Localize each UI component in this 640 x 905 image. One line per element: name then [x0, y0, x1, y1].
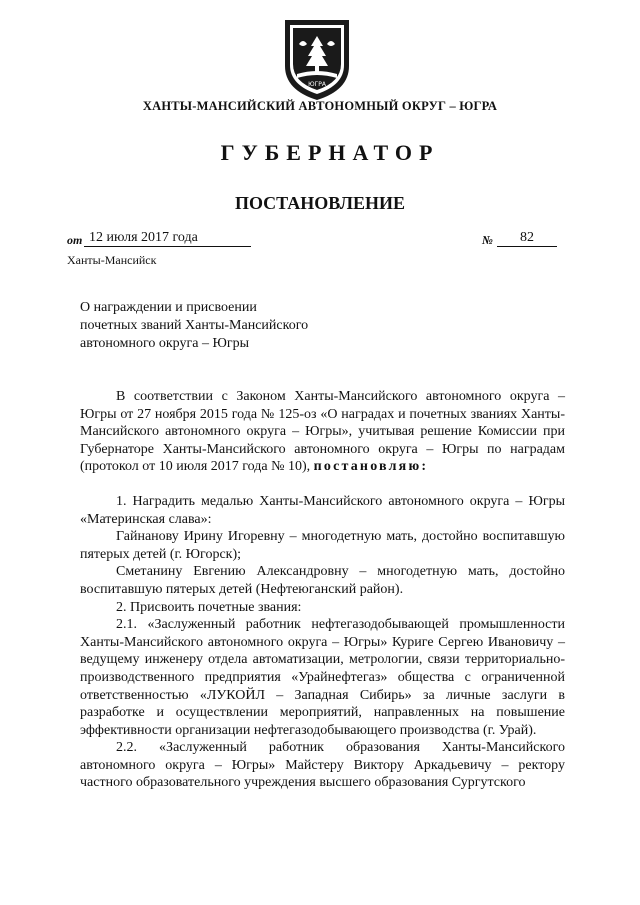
number-label: № [482, 233, 493, 247]
subject-line: О награждении и присвоении [80, 300, 257, 315]
preamble-text: В соответствии с Законом Ханты-Мансийского автономного округа – Югры от 27 ноября 2015 года № 125-оз «О наградах и почетных званиях Ханты-Мансийского автономного округа – Югры», учитывая решение Комиссии при Губернаторе Ханты-Мансийского автономного округа – Югры по наградам (протокол от 10 июля 2017 года № 10), [80, 389, 565, 475]
document-number: 82 [497, 229, 557, 247]
item-2-2: 2.2. «Заслуженный работник образования Ханты-Мансийского автономного округа – Югры» Майстеру Виктору Аркадьевичу – ректору частного образовательного учреждения высшего образования Сургутского [80, 740, 565, 791]
emblem-text: ЮГРА [308, 81, 326, 88]
preamble-paragraph [80, 388, 565, 476]
document-subject [80, 299, 380, 353]
document-body [80, 388, 565, 792]
coat-of-arms-icon [279, 14, 355, 102]
authority-title: ГУБЕРНАТОР [220, 140, 440, 165]
item-1: 1. Наградить медалью Ханты-Мансийского автономного округа – Югры «Материнская слава»: [80, 493, 565, 527]
item-2: 2. Присвоить почетные звания: [116, 599, 302, 615]
item-1-recipient: Сметанину Евгению Александровну – многодетную мать, достойно воспитавшую пятерых детей (Нефтеюганский район). [80, 564, 565, 597]
subject-line: автономного округа – Югры [80, 336, 249, 351]
document-type: ПОСТАНОВЛЕНИЕ [234, 193, 406, 213]
date-label: от [67, 233, 83, 247]
issue-city: Ханты-Мансийск [67, 253, 157, 267]
item-2-1: 2.1. «Заслуженный работник нефтегазодобывающей промышленности Ханты-Мансийского автономного округа – Югры» Куриге Сергею Ивановичу – ведущему инженеру отдела автоматизации, метрологии, связи территориально-производственного предприятия «Урайнефтегаз» общества с ограниченной ответственностью «ЛУКОЙЛ – Западная Сибирь» за личные заслуги в разработке и осуществлении мероприятий, направленных на повышение эффективности организации нефтегазодобывающего производства (г. Урай). [80, 617, 565, 738]
document-date: 12 июля 2017 года [84, 229, 251, 247]
subject-line: почетных званий Ханты-Мансийского [80, 318, 309, 333]
item-1-recipient: Гайнанову Ирину Игоревну – многодетную мать, достойно воспитавшую пятерых детей (г. Югорск); [80, 529, 565, 562]
resolve-colon: : [421, 459, 429, 475]
region-name: ХАНТЫ-МАНСИЙСКИЙ АВТОНОМНЫЙ ОКРУГ – ЮГРА [142, 99, 498, 113]
resolve-word: постановляю [313, 459, 422, 475]
